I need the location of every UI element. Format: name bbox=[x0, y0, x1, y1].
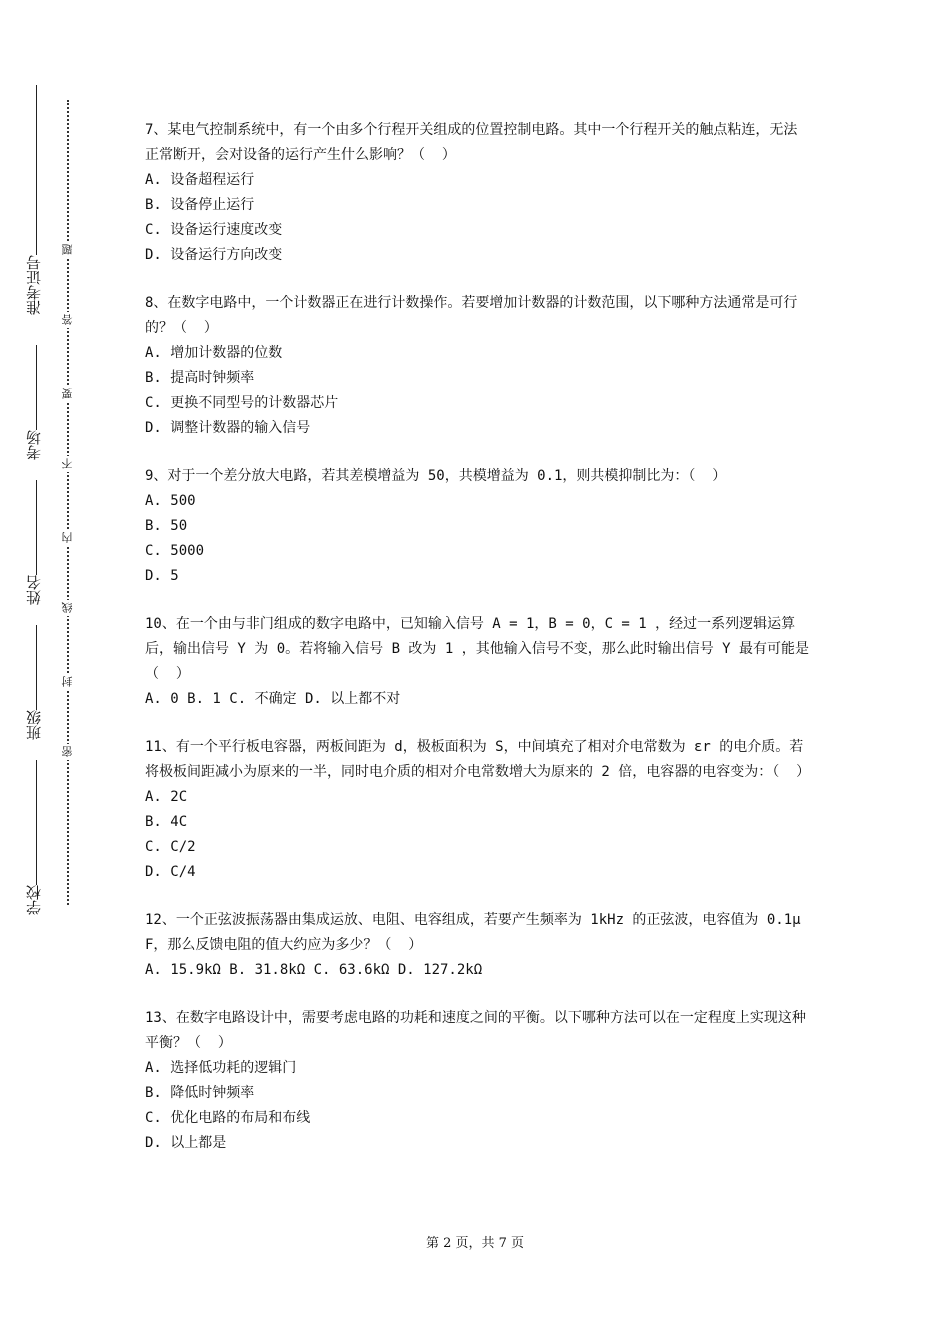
question-9 bbox=[145, 464, 810, 589]
question-11 bbox=[145, 735, 810, 885]
option-c: C. 5000 bbox=[145, 543, 205, 559]
seal-char: 要 bbox=[60, 386, 76, 402]
question-12 bbox=[145, 908, 810, 983]
seal-char: 线 bbox=[60, 600, 76, 616]
class-line bbox=[36, 625, 37, 710]
option-c: C. C/2 bbox=[145, 839, 196, 855]
option-d: D. 5 bbox=[145, 568, 179, 584]
question-text: 10、在一个由与非门组成的数字电路中，已知输入信号 A = 1，B = 0，C = 1 ，经过一系列逻辑运算后，输出信号 Y 为 0。若将输入信号 B 改为 1 ，其他输入信号不变，那么此时输出信号 Y 最有可能是（ ） bbox=[145, 616, 809, 682]
question-text: 13、在数字电路设计中，需要考虑电路的功耗和速度之间的平衡。以下哪种方法可以在一定程度上实现这种平衡？（ ） bbox=[145, 1010, 806, 1051]
question-text: 12、一个正弦波振荡器由集成运放、电阻、电容组成，若要产生频率为 1kHz 的正弦波，电容值为 0.1μF，那么反馈电阻的值大约应为多少？（ ） bbox=[145, 912, 801, 953]
option-a: A. 选择低功耗的逻辑门 bbox=[145, 1060, 297, 1076]
question-8 bbox=[145, 291, 810, 441]
seal-char: 不 bbox=[60, 456, 76, 472]
options-inline: A. 15.9kΩ B. 31.8kΩ C. 63.6kΩ D. 127.2kΩ bbox=[145, 962, 483, 978]
name-label: 姓名 bbox=[25, 575, 43, 605]
options-inline: A. 0 B. 1 C. 不确定 D. 以上都不对 bbox=[145, 691, 401, 707]
option-b: B. 50 bbox=[145, 518, 188, 534]
question-list bbox=[145, 118, 810, 1179]
seal-char: 密 bbox=[60, 744, 76, 760]
seal-dotted-line bbox=[67, 100, 69, 905]
exam-id-line bbox=[36, 85, 37, 255]
school-label: 学校 bbox=[25, 885, 43, 915]
question-7 bbox=[145, 118, 810, 268]
option-c: C. 优化电路的布局和布线 bbox=[145, 1110, 311, 1126]
option-d: D. 以上都是 bbox=[145, 1135, 227, 1151]
question-10 bbox=[145, 612, 810, 712]
seal-char: 答 bbox=[60, 312, 76, 328]
option-a: A. 2C bbox=[145, 789, 188, 805]
option-d: D. C/4 bbox=[145, 864, 196, 880]
exam-id-label: 准考证号 bbox=[25, 255, 43, 315]
class-label: 班级 bbox=[25, 710, 43, 740]
option-d: D. 调整计数器的输入信号 bbox=[145, 420, 311, 436]
seal-char: 题 bbox=[60, 242, 76, 258]
exam-room-label: 考场 bbox=[25, 430, 43, 460]
page-number: 第 2 页，共 7 页 bbox=[425, 1236, 525, 1251]
option-a: A. 500 bbox=[145, 493, 196, 509]
option-b: B. 提高时钟频率 bbox=[145, 370, 255, 386]
question-text: 11、有一个平行板电容器，两板间距为 d，极板面积为 S，中间填充了相对介电常数为 εr 的电介质。若将极板间距减小为原来的一半，同时电介质的相对介电常数增大为原来的 2 倍，电容器的电容变为：（ ） bbox=[145, 739, 811, 780]
question-text: 9、对于一个差分放大电路，若其差模增益为 50，共模增益为 0.1，则共模抑制比为：（ ） bbox=[145, 468, 727, 484]
name-line bbox=[36, 480, 37, 575]
option-b: B. 设备停止运行 bbox=[145, 197, 255, 213]
question-text: 7、某电气控制系统中，有一个由多个行程开关组成的位置控制电路。其中一个行程开关的触点粘连，无法正常断开，会对设备的运行产生什么影响？（ ） bbox=[145, 122, 798, 163]
option-b: B. 4C bbox=[145, 814, 188, 830]
exam-room-line bbox=[36, 345, 37, 430]
seal-char: 封 bbox=[60, 674, 76, 690]
option-a: A. 增加计数器的位数 bbox=[145, 345, 283, 361]
seal-char: 内 bbox=[60, 530, 76, 546]
option-d: D. 设备运行方向改变 bbox=[145, 247, 283, 263]
option-a: A. 设备超程运行 bbox=[145, 172, 255, 188]
question-text: 8、在数字电路中，一个计数器正在进行计数操作。若要增加计数器的计数范围，以下哪种方法通常是可行的？（ ） bbox=[145, 295, 798, 336]
option-c: C. 更换不同型号的计数器芯片 bbox=[145, 395, 339, 411]
option-b: B. 降低时钟频率 bbox=[145, 1085, 255, 1101]
option-c: C. 设备运行速度改变 bbox=[145, 222, 283, 238]
question-13 bbox=[145, 1006, 810, 1156]
school-line bbox=[36, 760, 37, 885]
